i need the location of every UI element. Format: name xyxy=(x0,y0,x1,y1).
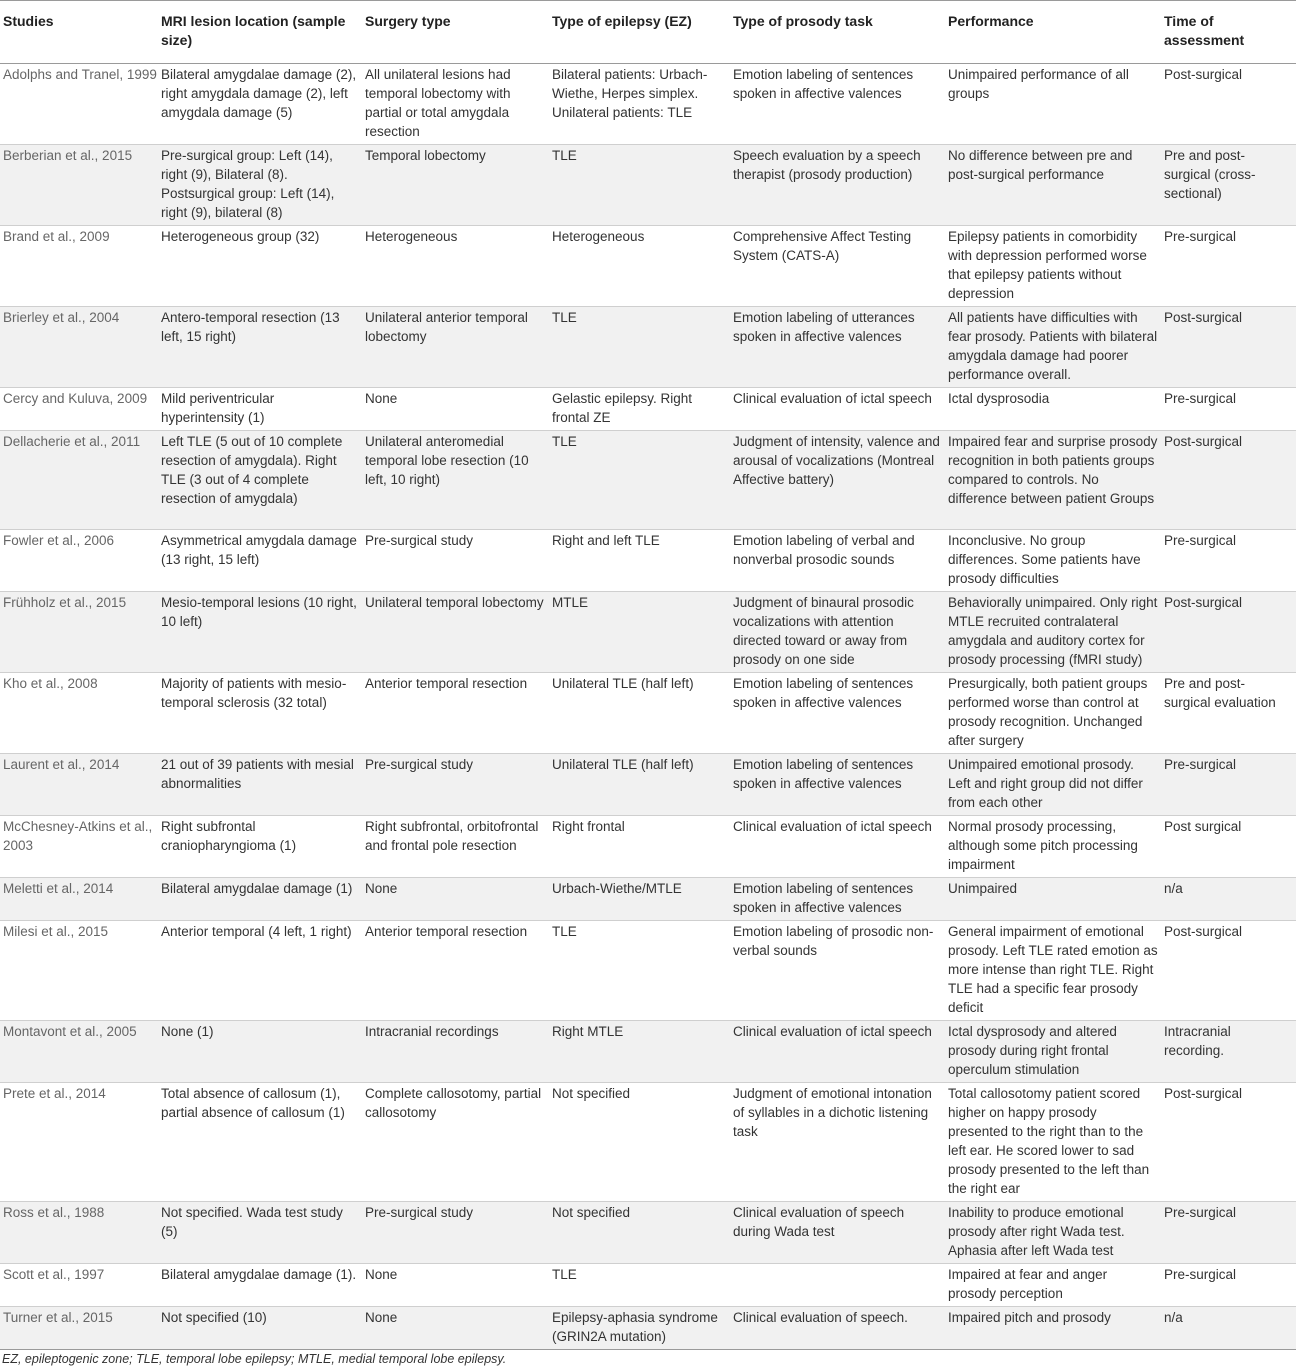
cell-performance: Epilepsy patients in comorbidity with depression performed worse that epilepsy patients without depression xyxy=(948,229,1147,301)
cell-type-of-epilepsy: TLE xyxy=(552,1267,577,1282)
header-surgery-type: Surgery type xyxy=(365,13,451,29)
cell-time-of-assessment: Intracranial recording. xyxy=(1164,1024,1231,1058)
cell-prosody-task: Judgment of binaural prosodic vocalizations with attention directed toward or away from prosody on one side xyxy=(733,595,914,667)
cell-studies: Dellacherie et al., 2011 xyxy=(3,434,141,449)
table-row xyxy=(0,921,1296,1021)
table-row xyxy=(0,1307,1296,1350)
cell-mri-lesion-location: Mesio-temporal lesions (10 right, 10 left) xyxy=(161,595,357,629)
table-row xyxy=(0,64,1296,145)
cell-time-of-assessment: Post surgical xyxy=(1164,819,1242,834)
cell-surgery-type: None xyxy=(365,881,398,896)
cell-surgery-type: None xyxy=(365,391,398,406)
cell-type-of-epilepsy: Unilateral TLE (half left) xyxy=(552,757,694,772)
cell-surgery-type: Unilateral anteromedial temporal lobe resection (10 left, 10 right) xyxy=(365,434,529,487)
cell-prosody-task: Judgment of intensity, valence and arousal of vocalizations (Montreal Affective battery) xyxy=(733,434,940,487)
cell-time-of-assessment: Post-surgical xyxy=(1164,1086,1243,1101)
table-body xyxy=(0,64,1296,1350)
cell-prosody-task: Comprehensive Affect Testing System (CATS-A) xyxy=(733,229,912,263)
cell-mri-lesion-location: Pre-surgical group: Left (14), right (9), Bilateral (8). Postsurgical group: Left (14), right (9), bilateral (8) xyxy=(161,148,335,220)
cell-studies: Fowler et al., 2006 xyxy=(3,533,115,548)
cell-prosody-task: Emotion labeling of sentences spoken in affective valences xyxy=(733,676,914,710)
table-row xyxy=(0,878,1296,921)
cell-type-of-epilepsy: Right frontal xyxy=(552,819,625,834)
table-row xyxy=(0,226,1296,307)
cell-mri-lesion-location: Left TLE (5 out of 10 complete resection of amygdala). Right TLE (3 out of 4 complete resection of amygdala) xyxy=(161,434,343,506)
table-row xyxy=(0,1021,1296,1083)
cell-surgery-type: Right subfrontal, orbitofrontal and frontal pole resection xyxy=(365,819,539,853)
cell-type-of-epilepsy: Epilepsy-aphasia syndrome (GRIN2A mutation) xyxy=(552,1310,718,1344)
cell-mri-lesion-location: Antero-temporal resection (13 left, 15 right) xyxy=(161,310,340,344)
cell-time-of-assessment: n/a xyxy=(1164,881,1183,896)
cell-mri-lesion-location: Bilateral amygdalae damage (1). xyxy=(161,1267,357,1282)
cell-studies: Berberian et al., 2015 xyxy=(3,148,133,163)
cell-surgery-type: Complete callosotomy, partial callosotomy xyxy=(365,1086,542,1120)
cell-type-of-epilepsy: TLE xyxy=(552,310,577,325)
table-footnote: EZ, epileptogenic zone; TLE, temporal lobe epilepsy; MTLE, medial temporal lobe epilepsy. xyxy=(2,1352,507,1366)
header-performance: Performance xyxy=(948,13,1034,29)
cell-performance: General impairment of emotional prosody. Left TLE rated emotion as more intense than right TLE. Right TLE had a specific fear prosody deficit xyxy=(948,924,1158,1015)
cell-time-of-assessment: Pre-surgical xyxy=(1164,757,1237,772)
cell-type-of-epilepsy: Unilateral TLE (half left) xyxy=(552,676,694,691)
table-row xyxy=(0,816,1296,878)
cell-mri-lesion-location: None (1) xyxy=(161,1024,214,1039)
cell-surgery-type: Unilateral temporal lobectomy xyxy=(365,595,544,610)
cell-performance: Impaired at fear and anger prosody perception xyxy=(948,1267,1108,1301)
cell-type-of-epilepsy: Right MTLE xyxy=(552,1024,624,1039)
cell-mri-lesion-location: Bilateral amygdalae damage (1) xyxy=(161,881,353,896)
cell-time-of-assessment: n/a xyxy=(1164,1310,1183,1325)
cell-studies: Brierley et al., 2004 xyxy=(3,310,120,325)
cell-mri-lesion-location: Heterogeneous group (32) xyxy=(161,229,320,244)
cell-studies: Ross et al., 1988 xyxy=(3,1205,105,1220)
table-row xyxy=(0,145,1296,226)
cell-studies: Laurent et al., 2014 xyxy=(3,757,120,772)
table-row xyxy=(0,388,1296,431)
cell-time-of-assessment: Post-surgical xyxy=(1164,924,1243,939)
cell-surgery-type: Heterogeneous xyxy=(365,229,458,244)
table-row xyxy=(0,1083,1296,1202)
cell-mri-lesion-location: Not specified (10) xyxy=(161,1310,267,1325)
cell-studies: Scott et al., 1997 xyxy=(3,1267,105,1282)
cell-prosody-task: Emotion labeling of verbal and nonverbal prosodic sounds xyxy=(733,533,915,567)
cell-surgery-type: Anterior temporal resection xyxy=(365,924,528,939)
table-row xyxy=(0,754,1296,816)
cell-performance: Inconclusive. No group differences. Some patients have prosody difficulties xyxy=(948,533,1141,586)
cell-performance: Presurgically, both patient groups performed worse than control at prosody recognition. Unchanged after surgery xyxy=(948,676,1148,748)
cell-prosody-task: Clinical evaluation of ictal speech xyxy=(733,391,932,406)
cell-type-of-epilepsy: TLE xyxy=(552,148,577,163)
table-row xyxy=(0,673,1296,754)
cell-mri-lesion-location: Right subfrontal craniopharyngioma (1) xyxy=(161,819,297,853)
cell-performance: Inability to produce emotional prosody after right Wada test. Aphasia after left Wada test xyxy=(948,1205,1125,1258)
cell-prosody-task: Emotion labeling of sentences spoken in affective valences xyxy=(733,757,914,791)
cell-prosody-task: Clinical evaluation of ictal speech xyxy=(733,819,932,834)
cell-surgery-type: None xyxy=(365,1310,398,1325)
cell-studies: Frühholz et al., 2015 xyxy=(3,595,127,610)
cell-mri-lesion-location: Bilateral amygdalae damage (2), right amygdala damage (2), left amygdala damage (5) xyxy=(161,67,357,120)
cell-studies: Brand et al., 2009 xyxy=(3,229,110,244)
cell-prosody-task: Emotion labeling of sentences spoken in affective valences xyxy=(733,881,914,915)
table-row xyxy=(0,592,1296,673)
cell-mri-lesion-location: 21 out of 39 patients with mesial abnormalities xyxy=(161,757,354,791)
cell-time-of-assessment: Pre-surgical xyxy=(1164,1267,1237,1282)
header-prosody-task: Type of prosody task xyxy=(733,13,873,29)
cell-surgery-type: Pre-surgical study xyxy=(365,757,474,772)
cell-time-of-assessment: Pre and post-surgical (cross-sectional) xyxy=(1164,148,1256,201)
cell-studies: Adolphs and Tranel, 1999 xyxy=(3,67,157,82)
header-type-of-epilepsy: Type of epilepsy (EZ) xyxy=(552,13,692,29)
cell-performance: Unimpaired performance of all groups xyxy=(948,67,1129,101)
cell-performance: Ictal dysprosodia xyxy=(948,391,1050,406)
cell-mri-lesion-location: Anterior temporal (4 left, 1 right) xyxy=(161,924,352,939)
cell-time-of-assessment: Pre-surgical xyxy=(1164,1205,1237,1220)
cell-prosody-task xyxy=(733,1264,948,1307)
cell-prosody-task: Clinical evaluation of speech during Wada test xyxy=(733,1205,905,1239)
table-row xyxy=(0,431,1296,530)
cell-studies: Cercy and Kuluva, 2009 xyxy=(3,391,148,406)
cell-studies: Kho et al., 2008 xyxy=(3,676,98,691)
cell-mri-lesion-location: Mild periventricular hyperintensity (1) xyxy=(161,391,275,425)
header-mri-lesion-location: MRI lesion location (sample size) xyxy=(161,13,346,48)
cell-type-of-epilepsy: Not specified xyxy=(552,1205,631,1220)
cell-studies: Turner et al., 2015 xyxy=(3,1310,113,1325)
cell-type-of-epilepsy: Bilateral patients: Urbach-Wiethe, Herpes simplex. Unilateral patients: TLE xyxy=(552,67,708,120)
table-row xyxy=(0,530,1296,592)
cell-time-of-assessment: Post-surgical xyxy=(1164,310,1243,325)
cell-mri-lesion-location: Not specified. Wada test study (5) xyxy=(161,1205,343,1239)
cell-time-of-assessment: Pre-surgical xyxy=(1164,229,1237,244)
cell-performance: Ictal dysprosody and altered prosody during right frontal operculum stimulation xyxy=(948,1024,1117,1077)
cell-time-of-assessment: Post-surgical xyxy=(1164,595,1243,610)
cell-time-of-assessment: Post-surgical xyxy=(1164,434,1243,449)
cell-type-of-epilepsy: Gelastic epilepsy. Right frontal ZE xyxy=(552,391,693,425)
cell-time-of-assessment: Pre and post-surgical evaluation xyxy=(1164,676,1276,710)
header-time-of-assessment: Time of assessment xyxy=(1164,13,1245,48)
table-header-row xyxy=(0,1,1296,64)
cell-prosody-task: Emotion labeling of utterances spoken in affective valences xyxy=(733,310,915,344)
cell-prosody-task: Emotion labeling of sentences spoken in affective valences xyxy=(733,67,914,101)
table-row xyxy=(0,1264,1296,1307)
cell-type-of-epilepsy: Heterogeneous xyxy=(552,229,645,244)
header-studies: Studies xyxy=(3,13,54,29)
cell-studies: McChesney-Atkins et al., 2003 xyxy=(3,819,153,853)
cell-type-of-epilepsy: Urbach-Wiethe/MTLE xyxy=(552,881,682,896)
cell-mri-lesion-location: Asymmetrical amygdala damage (13 right, 15 left) xyxy=(161,533,357,567)
cell-performance: Normal prosody processing, although some pitch processing impairment xyxy=(948,819,1138,872)
cell-studies: Prete et al., 2014 xyxy=(3,1086,106,1101)
cell-surgery-type: Pre-surgical study xyxy=(365,533,474,548)
cell-performance: All patients have difficulties with fear prosody. Patients with bilateral amygdala damage had poorer performance overall. xyxy=(948,310,1158,382)
cell-mri-lesion-location: Majority of patients with mesio-temporal sclerosis (32 total) xyxy=(161,676,347,710)
cell-prosody-task: Judgment of emotional intonation of syllables in a dichotic listening task xyxy=(733,1086,932,1139)
cell-surgery-type: Temporal lobectomy xyxy=(365,148,486,163)
cell-surgery-type: None xyxy=(365,1267,398,1282)
cell-studies: Montavont et al., 2005 xyxy=(3,1024,137,1039)
table-row xyxy=(0,307,1296,388)
cell-mri-lesion-location: Total absence of callosum (1), partial absence of callosum (1) xyxy=(161,1086,345,1120)
cell-studies: Meletti et al., 2014 xyxy=(3,881,114,896)
cell-type-of-epilepsy: TLE xyxy=(552,434,577,449)
cell-surgery-type: All unilateral lesions had temporal lobectomy with partial or total amygdala resection xyxy=(365,67,511,139)
cell-time-of-assessment: Pre-surgical xyxy=(1164,391,1237,406)
cell-prosody-task: Clinical evaluation of ictal speech xyxy=(733,1024,932,1039)
cell-studies: Milesi et al., 2015 xyxy=(3,924,109,939)
cell-type-of-epilepsy: MTLE xyxy=(552,595,589,610)
cell-performance: Impaired pitch and prosody xyxy=(948,1310,1111,1325)
cell-surgery-type: Intracranial recordings xyxy=(365,1024,499,1039)
cell-surgery-type: Unilateral anterior temporal lobectomy xyxy=(365,310,528,344)
cell-type-of-epilepsy: TLE xyxy=(552,924,577,939)
cell-type-of-epilepsy: Right and left TLE xyxy=(552,533,660,548)
cell-performance: Impaired fear and surprise prosody recognition in both patients groups compared to controls. No difference between patient Groups xyxy=(948,434,1158,506)
cell-prosody-task: Clinical evaluation of speech. xyxy=(733,1310,908,1325)
cell-type-of-epilepsy: Not specified xyxy=(552,1086,631,1101)
cell-performance: No difference between pre and post-surgical performance xyxy=(948,148,1133,182)
cell-performance: Unimpaired emotional prosody. Left and right group did not differ from each other xyxy=(948,757,1143,810)
cell-performance: Behaviorally unimpaired. Only right MTLE recruited contralateral amygdala and auditory cortex for prosody processing (fMRI study) xyxy=(948,595,1158,667)
cell-performance: Unimpaired xyxy=(948,881,1018,896)
cell-performance: Total callosotomy patient scored higher on happy prosody presented to the right than to the left ear. He scored lower to sad prosody presented to the left than the right ear xyxy=(948,1086,1150,1196)
table-row xyxy=(0,1202,1296,1264)
cell-surgery-type: Pre-surgical study xyxy=(365,1205,474,1220)
cell-time-of-assessment: Pre-surgical xyxy=(1164,533,1237,548)
cell-prosody-task: Speech evaluation by a speech therapist (prosody production) xyxy=(733,148,921,182)
cell-time-of-assessment: Post-surgical xyxy=(1164,67,1243,82)
cell-prosody-task: Emotion labeling of prosodic non-verbal sounds xyxy=(733,924,934,958)
cell-surgery-type: Anterior temporal resection xyxy=(365,676,528,691)
